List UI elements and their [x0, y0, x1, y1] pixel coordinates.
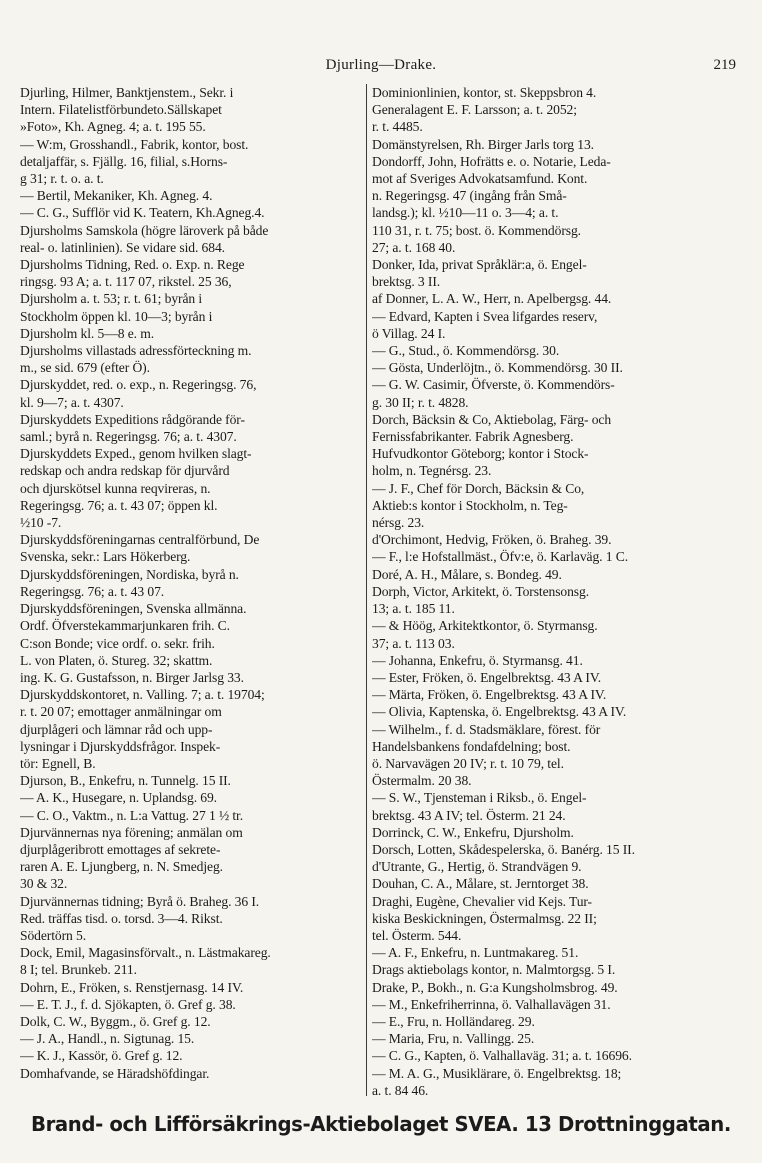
entry-line: tel. Österm. 544. [372, 927, 462, 943]
left-column [20, 84, 364, 1082]
entry-line: Djurskyddsföreningarnas centralförbund, De [20, 532, 260, 548]
entry-line: »Foto», Kh. Agneg. 4; a. t. 195 55. [20, 119, 206, 135]
entry-line: Red. träffas tisd. o. torsd. 3—4. Rikst. [20, 910, 223, 926]
entry-line: Dolk, C. W., Byggm., ö. Gref g. 12. [20, 1013, 211, 1029]
entry-line: Södertörn 5. [20, 927, 87, 943]
entry-line: ö Villag. 24 I. [372, 325, 446, 341]
entry-line: Aktieb:s kontor i Stockholm, n. Teg- [372, 497, 568, 513]
entry-line: — C. G., Sufflör vid K. Teatern, Kh.Agneg.4. [20, 205, 265, 221]
entry-line: kiska Beskickningen, Östermalmsg. 22 II; [372, 910, 597, 926]
entry-line: — G. W. Casimir, Öfverste, ö. Kommendörs- [372, 377, 615, 393]
entry-line: ing. K. G. Gustafsson, n. Birger Jarlsg 33. [20, 669, 244, 685]
entry-line: Djurvännernas nya förening; anmälan om [20, 824, 243, 840]
entry-line: r. t. 4485. [372, 119, 423, 135]
entry-line: — M., Enkefriherrinna, ö. Valhallavägen 31. [372, 996, 611, 1012]
entry-line: Douhan, C. A., Målare, st. Jerntorget 38. [372, 876, 589, 892]
entry-line: — J. F., Chef för Dorch, Bäcksin & Co, [372, 480, 585, 496]
entry-line: redskap och andra redskap för djurvård [20, 463, 230, 479]
entry-line: ½10 -7. [20, 515, 62, 531]
entry-line: Djurvännernas tidning; Byrå ö. Braheg. 36 I. [20, 893, 260, 909]
entry-line: brektsg. 43 A IV; tel. Österm. 21 24. [372, 807, 566, 823]
entry-line: — C. G., Kapten, ö. Valhallaväg. 31; a. t. 16696. [372, 1048, 632, 1064]
entry-line: Dohrn, E., Fröken, s. Renstjernasg. 14 IV. [20, 979, 244, 995]
entry-line: Dorrinck, C. W., Enkefru, Djursholm. [372, 824, 574, 840]
entry-line: — J. A., Handl., n. Sigtunag. 15. [20, 1031, 195, 1047]
entry-line: Dorch, Bäcksin & Co, Aktiebolag, Färg- och [372, 411, 612, 427]
entry-line: djurplågeribrott emottages af sekrete- [20, 841, 221, 857]
entry-line: Djurskyddet, red. o. exp., n. Regeringsg. 76, [20, 377, 257, 393]
entry-line: — Wilhelm., f. d. Stadsmäklare, förest. för [372, 721, 601, 737]
entry-line: Djurskyddets Exped., genom hvilken slagt- [20, 446, 252, 462]
entry-line: Dorph, Victor, Arkitekt, ö. Torstensonsg. [372, 583, 589, 599]
entry-line: — W:m, Grosshandl., Fabrik, kontor, bost. [20, 136, 249, 152]
entry-line: Dorsch, Lotten, Skådespelerska, ö. Banérg. 15 II. [372, 841, 635, 857]
entry-line: mot af Sveriges Advokatsamfund. Kont. [372, 171, 588, 187]
running-head: Djurling—Drake. [325, 57, 437, 73]
entry-line: Regeringsg. 76; a. t. 43 07. [20, 583, 165, 599]
entry-line: detaljaffär, s. Fjällg. 16, filial, s.Horns- [20, 153, 228, 169]
entry-line: — & Höög, Arkitektkontor, ö. Styrmansg. [372, 618, 598, 634]
entry-line: Svenska, sekr.: Lars Hökerberg. [20, 549, 191, 565]
entry-line: — E., Fru, n. Holländareg. 29. [372, 1013, 535, 1029]
entry-line: nérsg. 23. [372, 515, 425, 531]
entry-line: — G., Stud., ö. Kommendörsg. 30. [372, 343, 560, 359]
entry-line: ö. Narvavägen 20 IV; r. t. 10 79, tel. [372, 755, 564, 771]
entry-line: — Märta, Fröken, ö. Engelbrektsg. 43 A IV. [372, 687, 607, 703]
entry-line: tör: Egnell, B. [20, 755, 96, 771]
entry-line: 27; a. t. 168 40. [372, 239, 456, 255]
entry-line: Drags aktiebolags kontor, n. Malmtorgsg. 5 I. [372, 962, 616, 978]
entry-line: brektsg. 3 II. [372, 274, 441, 290]
entry-line: — Ester, Fröken, ö. Engelbrektsg. 43 A IV. [372, 669, 602, 685]
entry-line: Regeringsg. 76; a. t. 43 07; öppen kl. [20, 497, 218, 513]
entry-line: r. t. 20 07; emottager anmälningar om [20, 704, 222, 720]
right-column [372, 84, 744, 1099]
entry-line: ringsg. 93 A; a. t. 117 07, rikstel. 25 36, [20, 274, 232, 290]
entry-line: holm, n. Tegnérsg. 23. [372, 463, 492, 479]
entry-line: Doré, A. H., Målare, s. Bondeg. 49. [372, 566, 562, 582]
entry-line: d'Orchimont, Hedvig, Fröken, ö. Braheg. 39. [372, 532, 612, 548]
entry-line: och djurskötsel kunna reqvireras, n. [20, 480, 211, 496]
entry-line: — A. F., Enkefru, n. Luntmakareg. 51. [372, 945, 579, 961]
page-header [0, 55, 762, 79]
entry-line: — K. J., Kassör, ö. Gref g. 12. [20, 1048, 183, 1064]
entry-line: kl. 9—7; a. t. 4307. [20, 394, 124, 410]
entry-line: Östermalm. 20 38. [372, 773, 472, 789]
entry-line: Fernissfabrikanter. Fabrik Agnesberg. [372, 429, 574, 445]
entry-line: L. von Platen, ö. Stureg. 32; skattm. [20, 652, 213, 668]
entry-line: Djurskyddsföreningen, Svenska allmänna. [20, 601, 247, 617]
entry-line: Djursholms Tidning, Red. o. Exp. n. Rege [20, 257, 245, 273]
entry-line: Djursholms villastads adressförteckning m. [20, 343, 252, 359]
entry-line: Djurson, B., Enkefru, n. Tunnelg. 15 II. [20, 773, 231, 789]
column-divider [366, 84, 367, 1096]
entry-line: — F., l:e Hofstallmäst., Öfv:e, ö. Karlaväg. 1 C. [372, 549, 629, 565]
entry-line: — S. W., Tjensteman i Riksb., ö. Engel- [372, 790, 587, 806]
page-number: 219 [713, 57, 736, 73]
entry-line: Dock, Emil, Magasinsförvalt., n. Lästmakareg. [20, 945, 271, 961]
entry-line: — Johanna, Enkefru, ö. Styrmansg. 41. [372, 652, 583, 668]
entry-line: 37; a. t. 113 03. [372, 635, 455, 651]
entry-line: Draghi, Eugène, Chevalier vid Kejs. Tur- [372, 893, 592, 909]
entry-line: Donker, Ida, privat Språklär:a, ö. Engel- [372, 257, 587, 273]
entry-line: g. 30 II; r. t. 4828. [372, 394, 469, 410]
entry-line: 13; a. t. 185 11. [372, 601, 455, 617]
entry-line: — E. T. J., f. d. Sjökapten, ö. Gref g. 38. [20, 996, 236, 1012]
entry-line: Djurskyddsföreningen, Nordiska, byrå n. [20, 566, 239, 582]
entry-line: Djursholms Samskola (högre läroverk på både [20, 222, 269, 238]
entry-line: Drake, P., Bokh., n. G:a Kungsholmsbrog. 49. [372, 979, 618, 995]
footer-advertisement: Brand- och Lifförsäkrings-Aktiebolaget SVEA. 13 Drottninggatan. [30, 1112, 732, 1136]
entry-line: saml.; byrå n. Regeringsg. 76; a. t. 4307. [20, 429, 237, 445]
entry-line: Djurskyddets Expeditions rådgörande för- [20, 411, 245, 427]
entry-line: 8 I; tel. Brunkeb. 211. [20, 962, 137, 978]
entry-line: — Gösta, Underlöjtn., ö. Kommendörsg. 30 II. [372, 360, 623, 376]
entry-line: Djursholm kl. 5—8 e. m. [20, 325, 155, 341]
entry-line: af Donner, L. A. W., Herr, n. Apelbergsg. 44. [372, 291, 612, 307]
entry-line: Stockholm öppen kl. 10—3; byrån i [20, 308, 213, 324]
entry-line: — Maria, Fru, n. Vallingg. 25. [372, 1031, 535, 1047]
entry-line: — A. K., Husegare, n. Uplandsg. 69. [20, 790, 217, 806]
entry-line: 30 & 32. [20, 876, 68, 892]
entry-line: d'Utrante, G., Hertig, ö. Strandvägen 9. [372, 859, 582, 875]
entry-line: Intern. Filatelistförbundeto.Sällskapet [20, 102, 222, 118]
entry-line: Domhafvande, se Häradshöfdingar. [20, 1065, 210, 1081]
entry-line: — C. O., Vaktm., n. L:a Vattug. 27 1 ½ tr. [20, 807, 243, 823]
entry-line: djurplågeri och lämnar råd och upp- [20, 721, 213, 737]
entry-line: g 31; r. t. o. a. t. [20, 171, 104, 187]
entry-line: — M. A. G., Musiklärare, ö. Engelbrektsg. 18; [372, 1065, 622, 1081]
entry-line: lysningar i Djurskyddsfrågor. Inspek- [20, 738, 221, 754]
entry-line: Generalagent E. F. Larsson; a. t. 2052; [372, 102, 577, 118]
entry-line: m., se sid. 679 (efter Ö). [20, 360, 150, 376]
entry-line: Dondorff, John, Hofrätts e. o. Notarie, Leda- [372, 153, 611, 169]
entry-line: Hufvudkontor Göteborg; kontor i Stock- [372, 446, 589, 462]
entry-line: Dominionlinien, kontor, st. Skeppsbron 4. [372, 85, 597, 100]
entry-line: 110 31, r. t. 75; bost. ö. Kommendörsg. [372, 222, 581, 238]
entry-line: C:son Bonde; vice ordf. o. sekr. frih. [20, 635, 215, 651]
entry-line: Djurling, Hilmer, Banktjenstem., Sekr. i [20, 85, 234, 100]
entry-line: Djurskyddskontoret, n. Valling. 7; a. t. 19704; [20, 687, 265, 703]
entry-line: landsg.); kl. ½10—11 o. 3—4; a. t. [372, 205, 559, 221]
entry-line: a. t. 84 46. [372, 1082, 429, 1098]
entry-line: Djursholm a. t. 53; r. t. 61; byrån i [20, 291, 203, 307]
entry-line: n. Regeringsg. 47 (ingång från Små- [372, 188, 567, 204]
entry-line: — Edvard, Kapten i Svea lifgardes reserv, [372, 308, 598, 324]
entry-line: — Bertil, Mekaniker, Kh. Agneg. 4. [20, 188, 213, 204]
entry-line: Ordf. Öfverstekammarjunkaren frih. C. [20, 618, 230, 634]
entry-line: Handelsbankens fondafdelning; bost. [372, 738, 571, 754]
entry-line: — Olivia, Kaptenska, ö. Engelbrektsg. 43 A IV. [372, 704, 627, 720]
entry-line: real- o. latinlinien). Se vidare sid. 684. [20, 239, 225, 255]
entry-line: Domänstyrelsen, Rh. Birger Jarls torg 13. [372, 136, 594, 152]
entry-line: raren A. E. Ljungberg, n. N. Smedjeg. [20, 859, 223, 875]
